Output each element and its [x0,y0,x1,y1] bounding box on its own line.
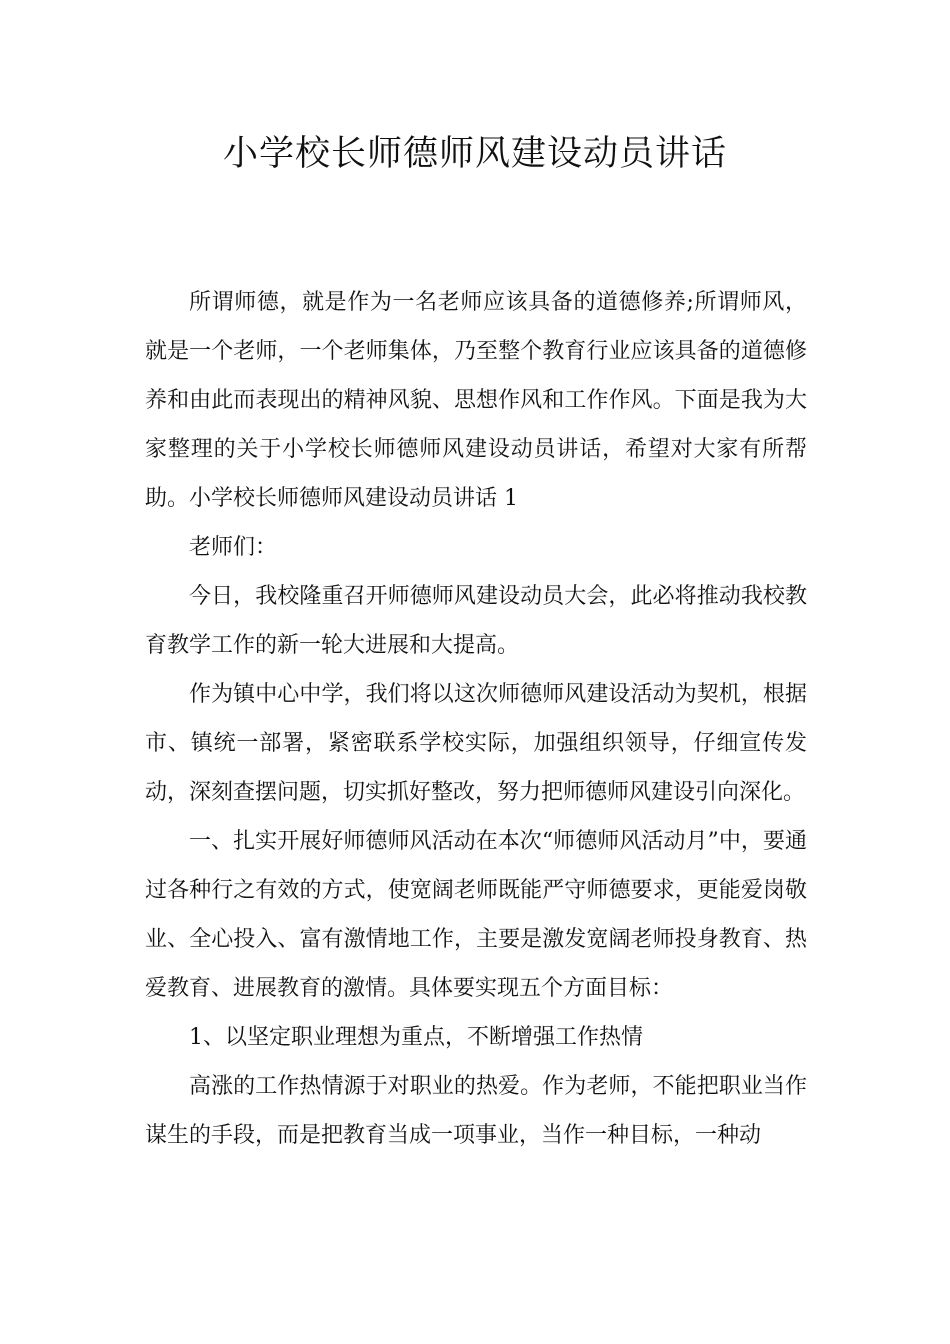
paragraph-opening: 今日，我校隆重召开师德师风建设动员大会，此必将推动我校教育教学工作的新一轮大进展和大提高。 [145,584,807,658]
paragraph-commitment: 作为镇中心中学，我们将以这次师德师风建设活动为契机，根据市、镇统一部署，紧密联系学校实际，加强组织领导，仔细宣传发动，深刻查摆问题，切实抓好整改，努力把师德师风建设引向深化。 [145,682,807,805]
paragraph-section-one: 一、扎实开展好师德师风活动在本次“师德师风活动月”中，要通过各种行之有效的方式，使宽阔老师既能严守师德要求，更能爱岗敬业、全心投入、富有激情地工作，主要是激发宽阔老师投身教育、热爱教育、进展教育的激情。具体要实现五个方面目标： [145,829,807,1001]
paragraph-point-one-heading: 1、以坚定职业理想为重点，不断增强工作热情 [189,1025,643,1050]
paragraph-intro: 所谓师德，就是作为一名老师应该具备的道德修养;所谓师风，就是一个老师，一个老师集体，乃至整个教育行业应该具备的道德修养和由此而表现出的精神风貌、思想作风和工作作风。下面是我为大家整理的关于小学校长师德师风建设动员讲话，希望对大家有所帮助。小学校长师德师风建设动员讲话 1 [145,290,807,511]
document-body [145,278,807,1160]
paragraph-salutation: 老师们： [189,535,278,560]
document-title: 小学校长师德师风建设动员讲话 [222,134,727,174]
paragraph-point-one-body: 高涨的工作热情源于对职业的热爱。作为老师，不能把职业当作谋生的手段，而是把教育当成一项事业，当作一种目标，一种动 [145,1074,807,1148]
